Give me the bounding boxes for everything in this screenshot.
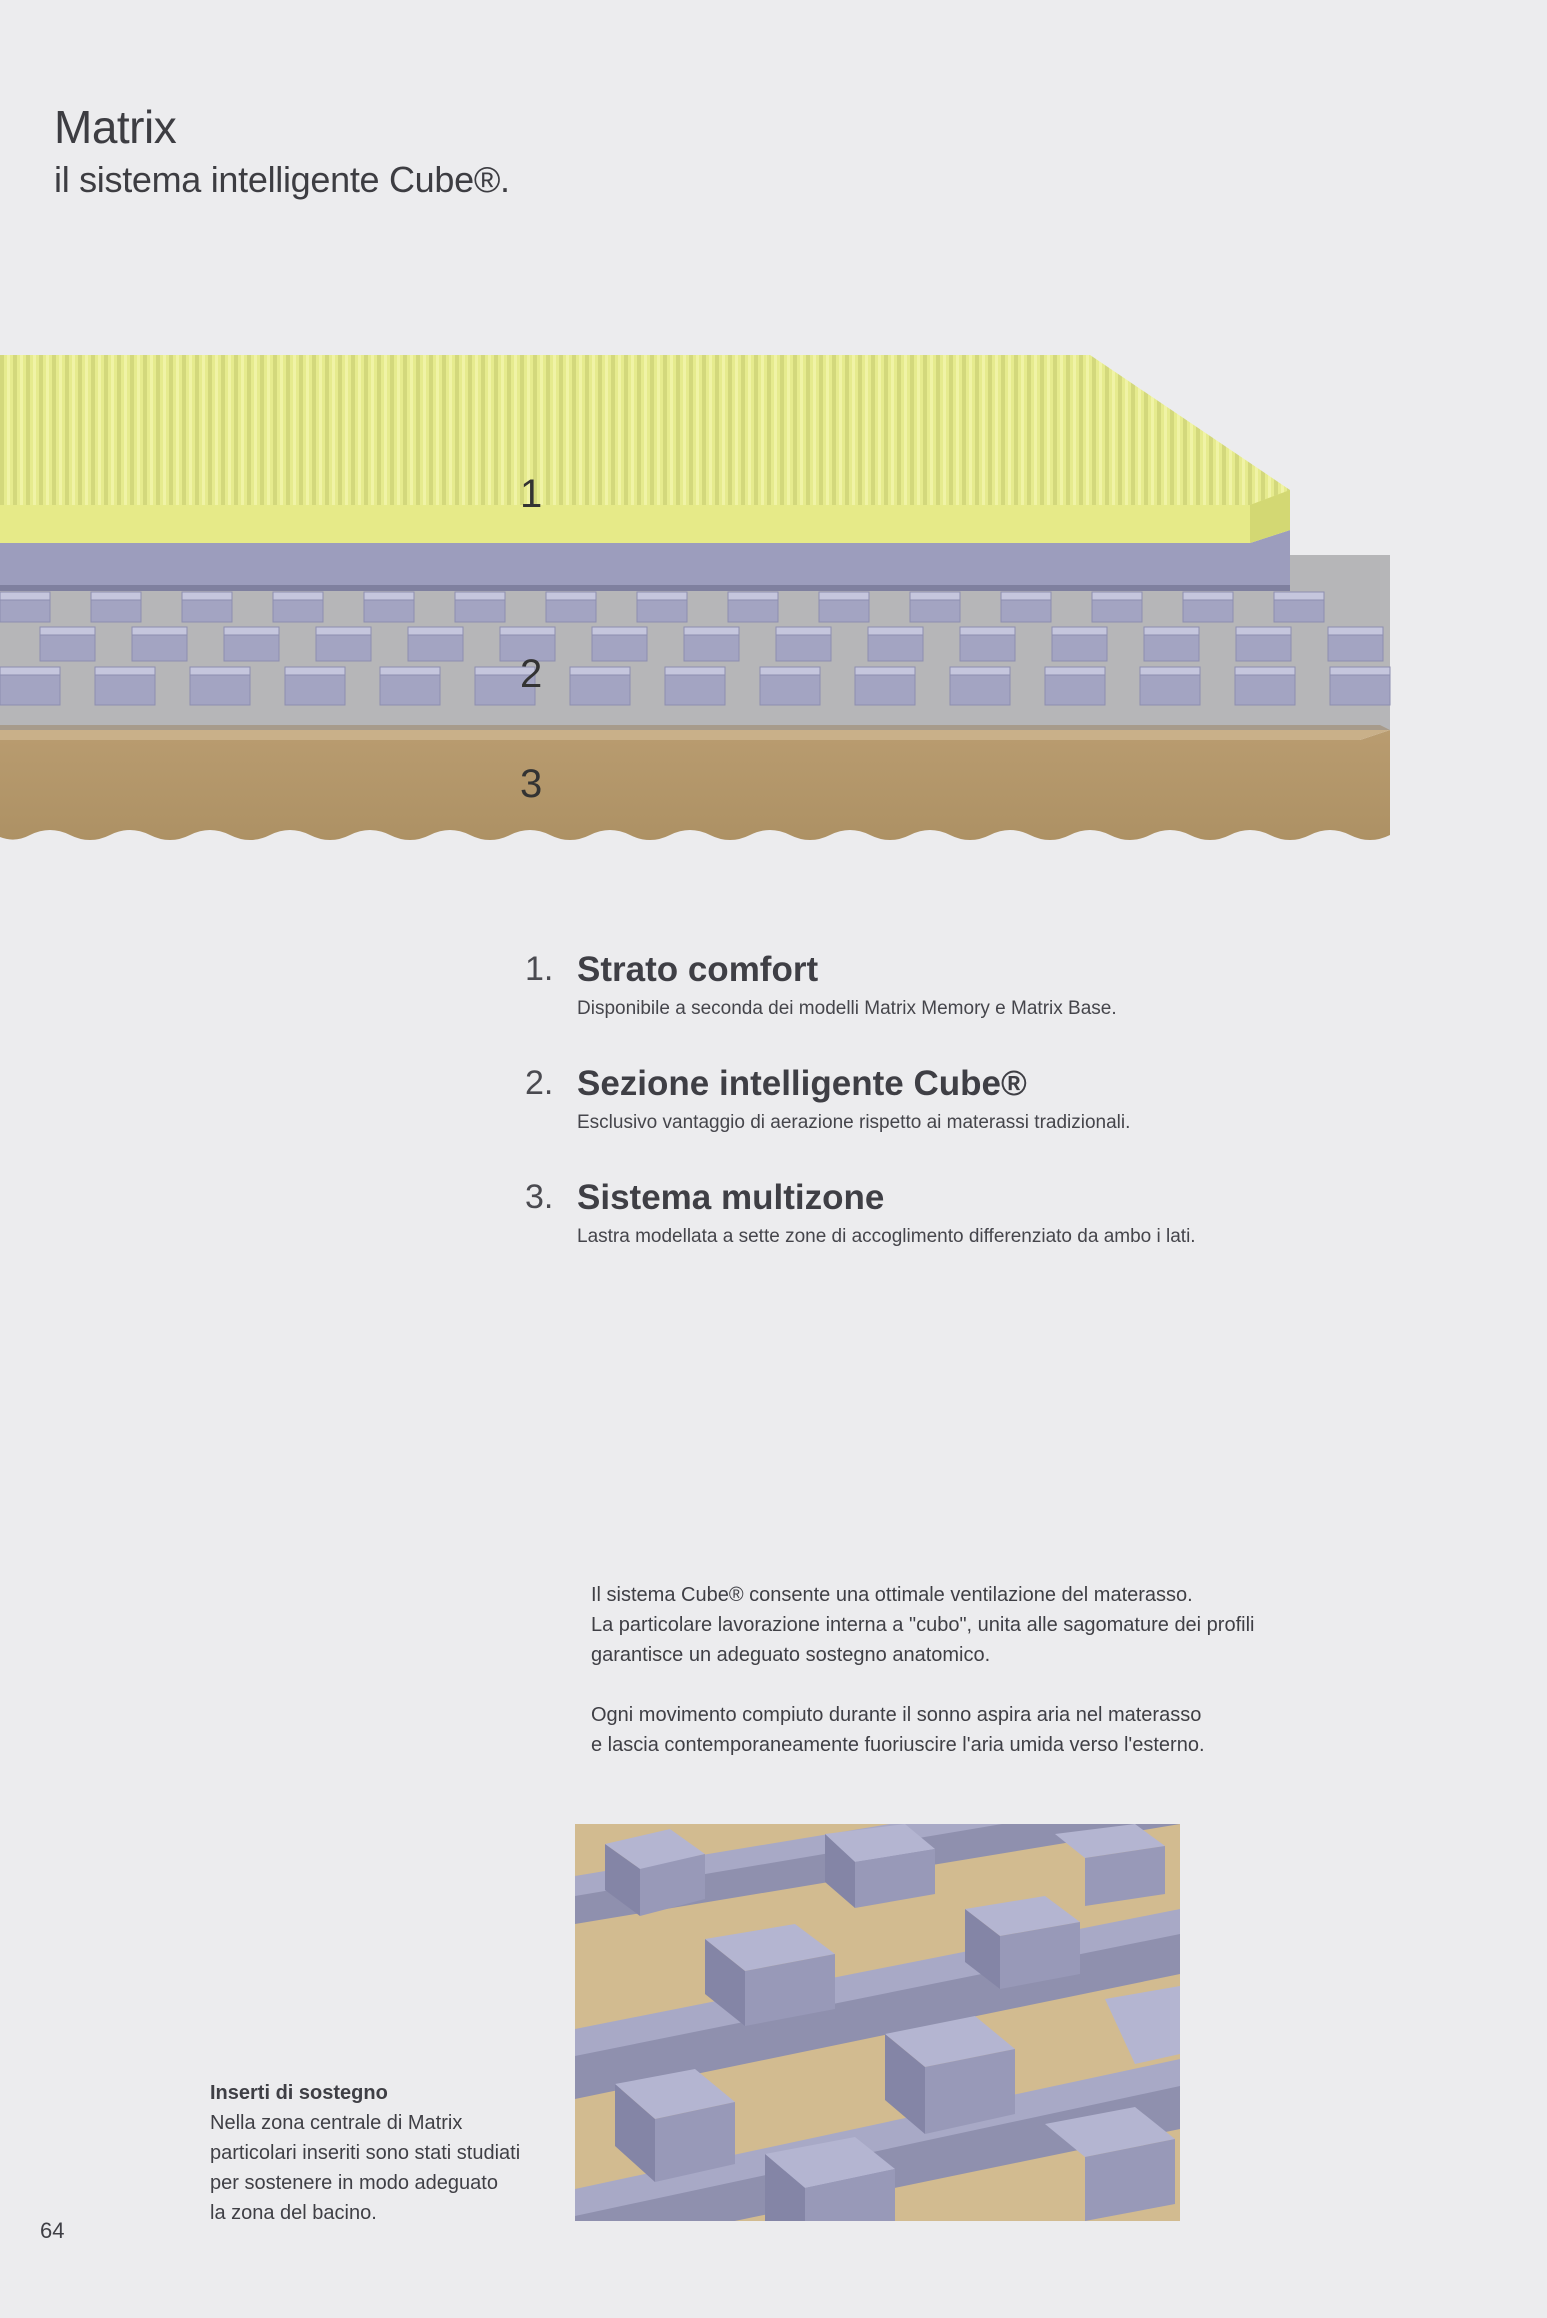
cube-block bbox=[855, 675, 915, 705]
cube-block bbox=[1144, 635, 1199, 661]
layer-item-description: Disponibile a seconda dei modelli Matrix Memory e Matrix Base. bbox=[577, 998, 1117, 1019]
cube-block bbox=[760, 675, 820, 705]
cube-block bbox=[868, 635, 923, 661]
cube-block bbox=[0, 600, 50, 622]
layer-item-number: 3. bbox=[525, 1178, 554, 1216]
caption-line: per sostenere in modo adeguato bbox=[210, 2172, 498, 2194]
cube-block bbox=[285, 675, 345, 705]
layer-item-title: Strato comfort bbox=[577, 950, 819, 989]
cube-block bbox=[1140, 675, 1200, 705]
cube-block bbox=[1274, 600, 1324, 622]
cube-block bbox=[95, 675, 155, 705]
cube-block bbox=[380, 675, 440, 705]
cube-block bbox=[684, 635, 739, 661]
page-subtitle: il sistema intelligente Cube®. bbox=[54, 159, 510, 200]
cube-block bbox=[182, 600, 232, 622]
cube-block bbox=[728, 600, 778, 622]
cube-block bbox=[224, 635, 279, 661]
cube-block bbox=[1045, 675, 1105, 705]
cube-block bbox=[1330, 675, 1390, 705]
page-number: 64 bbox=[40, 2218, 65, 2243]
paragraph-line: La particolare lavorazione interna a "cubo", unita alle sagomature dei profili bbox=[591, 1614, 1255, 1636]
cube-block bbox=[316, 635, 371, 661]
ventilation-paragraph bbox=[591, 1700, 1311, 1760]
cube-block bbox=[592, 635, 647, 661]
cube-block bbox=[40, 635, 95, 661]
inserti-caption bbox=[210, 2078, 550, 2228]
cube-block bbox=[637, 600, 687, 622]
layer-1-comfort bbox=[0, 355, 1290, 543]
layer-label-2: 2 bbox=[520, 652, 543, 696]
layer-label-3: 3 bbox=[520, 762, 543, 806]
cube-block bbox=[950, 675, 1010, 705]
caption-line: particolari inseriti sono stati studiati bbox=[210, 2142, 521, 2164]
cube-description-paragraph bbox=[591, 1580, 1311, 1670]
cube-block bbox=[1092, 600, 1142, 622]
cube-block bbox=[91, 600, 141, 622]
cube-block bbox=[960, 635, 1015, 661]
cube-inserts-photo bbox=[575, 1824, 1180, 2221]
cube-block bbox=[1183, 600, 1233, 622]
paragraph-line: e lascia contemporaneamente fuoriuscire l'aria umida verso l'esterno. bbox=[591, 1734, 1205, 1756]
cube-block bbox=[1001, 600, 1051, 622]
cube-block bbox=[546, 600, 596, 622]
cube-block bbox=[1236, 635, 1291, 661]
inserti-title: Inserti di sostegno bbox=[210, 2082, 388, 2104]
cube-block bbox=[1052, 635, 1107, 661]
cube-block bbox=[364, 600, 414, 622]
paragraph-line: garantisce un adeguato sostegno anatomico. bbox=[591, 1644, 991, 1666]
layer-3-base bbox=[0, 725, 1390, 840]
cube-block bbox=[132, 635, 187, 661]
layer-item-description: Lastra modellata a sette zone di accoglimento differenziato da ambo i lati. bbox=[577, 1226, 1196, 1247]
cube-block bbox=[1328, 635, 1383, 661]
cube-block bbox=[273, 600, 323, 622]
mattress-layers-illustration bbox=[0, 355, 1547, 845]
layer-item-number: 2. bbox=[525, 1064, 554, 1102]
cube-block bbox=[0, 675, 60, 705]
layer-item-number: 1. bbox=[525, 950, 554, 988]
caption-line: Nella zona centrale di Matrix bbox=[210, 2112, 463, 2134]
layer-item-title: Sistema multizone bbox=[577, 1178, 885, 1217]
caption-line: la zona del bacino. bbox=[210, 2202, 377, 2224]
cube-block bbox=[455, 600, 505, 622]
cube-block bbox=[910, 600, 960, 622]
cube-block bbox=[1235, 675, 1295, 705]
paragraph-line: Il sistema Cube® consente una ottimale ventilazione del materasso. bbox=[591, 1584, 1193, 1606]
cube-block bbox=[665, 675, 725, 705]
cube-block bbox=[570, 675, 630, 705]
page-title: Matrix bbox=[54, 101, 177, 153]
layer-item-description: Esclusivo vantaggio di aerazione rispetto ai materassi tradizionali. bbox=[577, 1112, 1131, 1133]
layer-label-1: 1 bbox=[520, 472, 543, 516]
cube-block bbox=[776, 635, 831, 661]
paragraph-line: Ogni movimento compiuto durante il sonno aspira aria nel materasso bbox=[591, 1704, 1202, 1726]
layer-item-title: Sezione intelligente Cube® bbox=[577, 1064, 1027, 1103]
cube-block bbox=[408, 635, 463, 661]
cube-block bbox=[190, 675, 250, 705]
cube-block bbox=[819, 600, 869, 622]
